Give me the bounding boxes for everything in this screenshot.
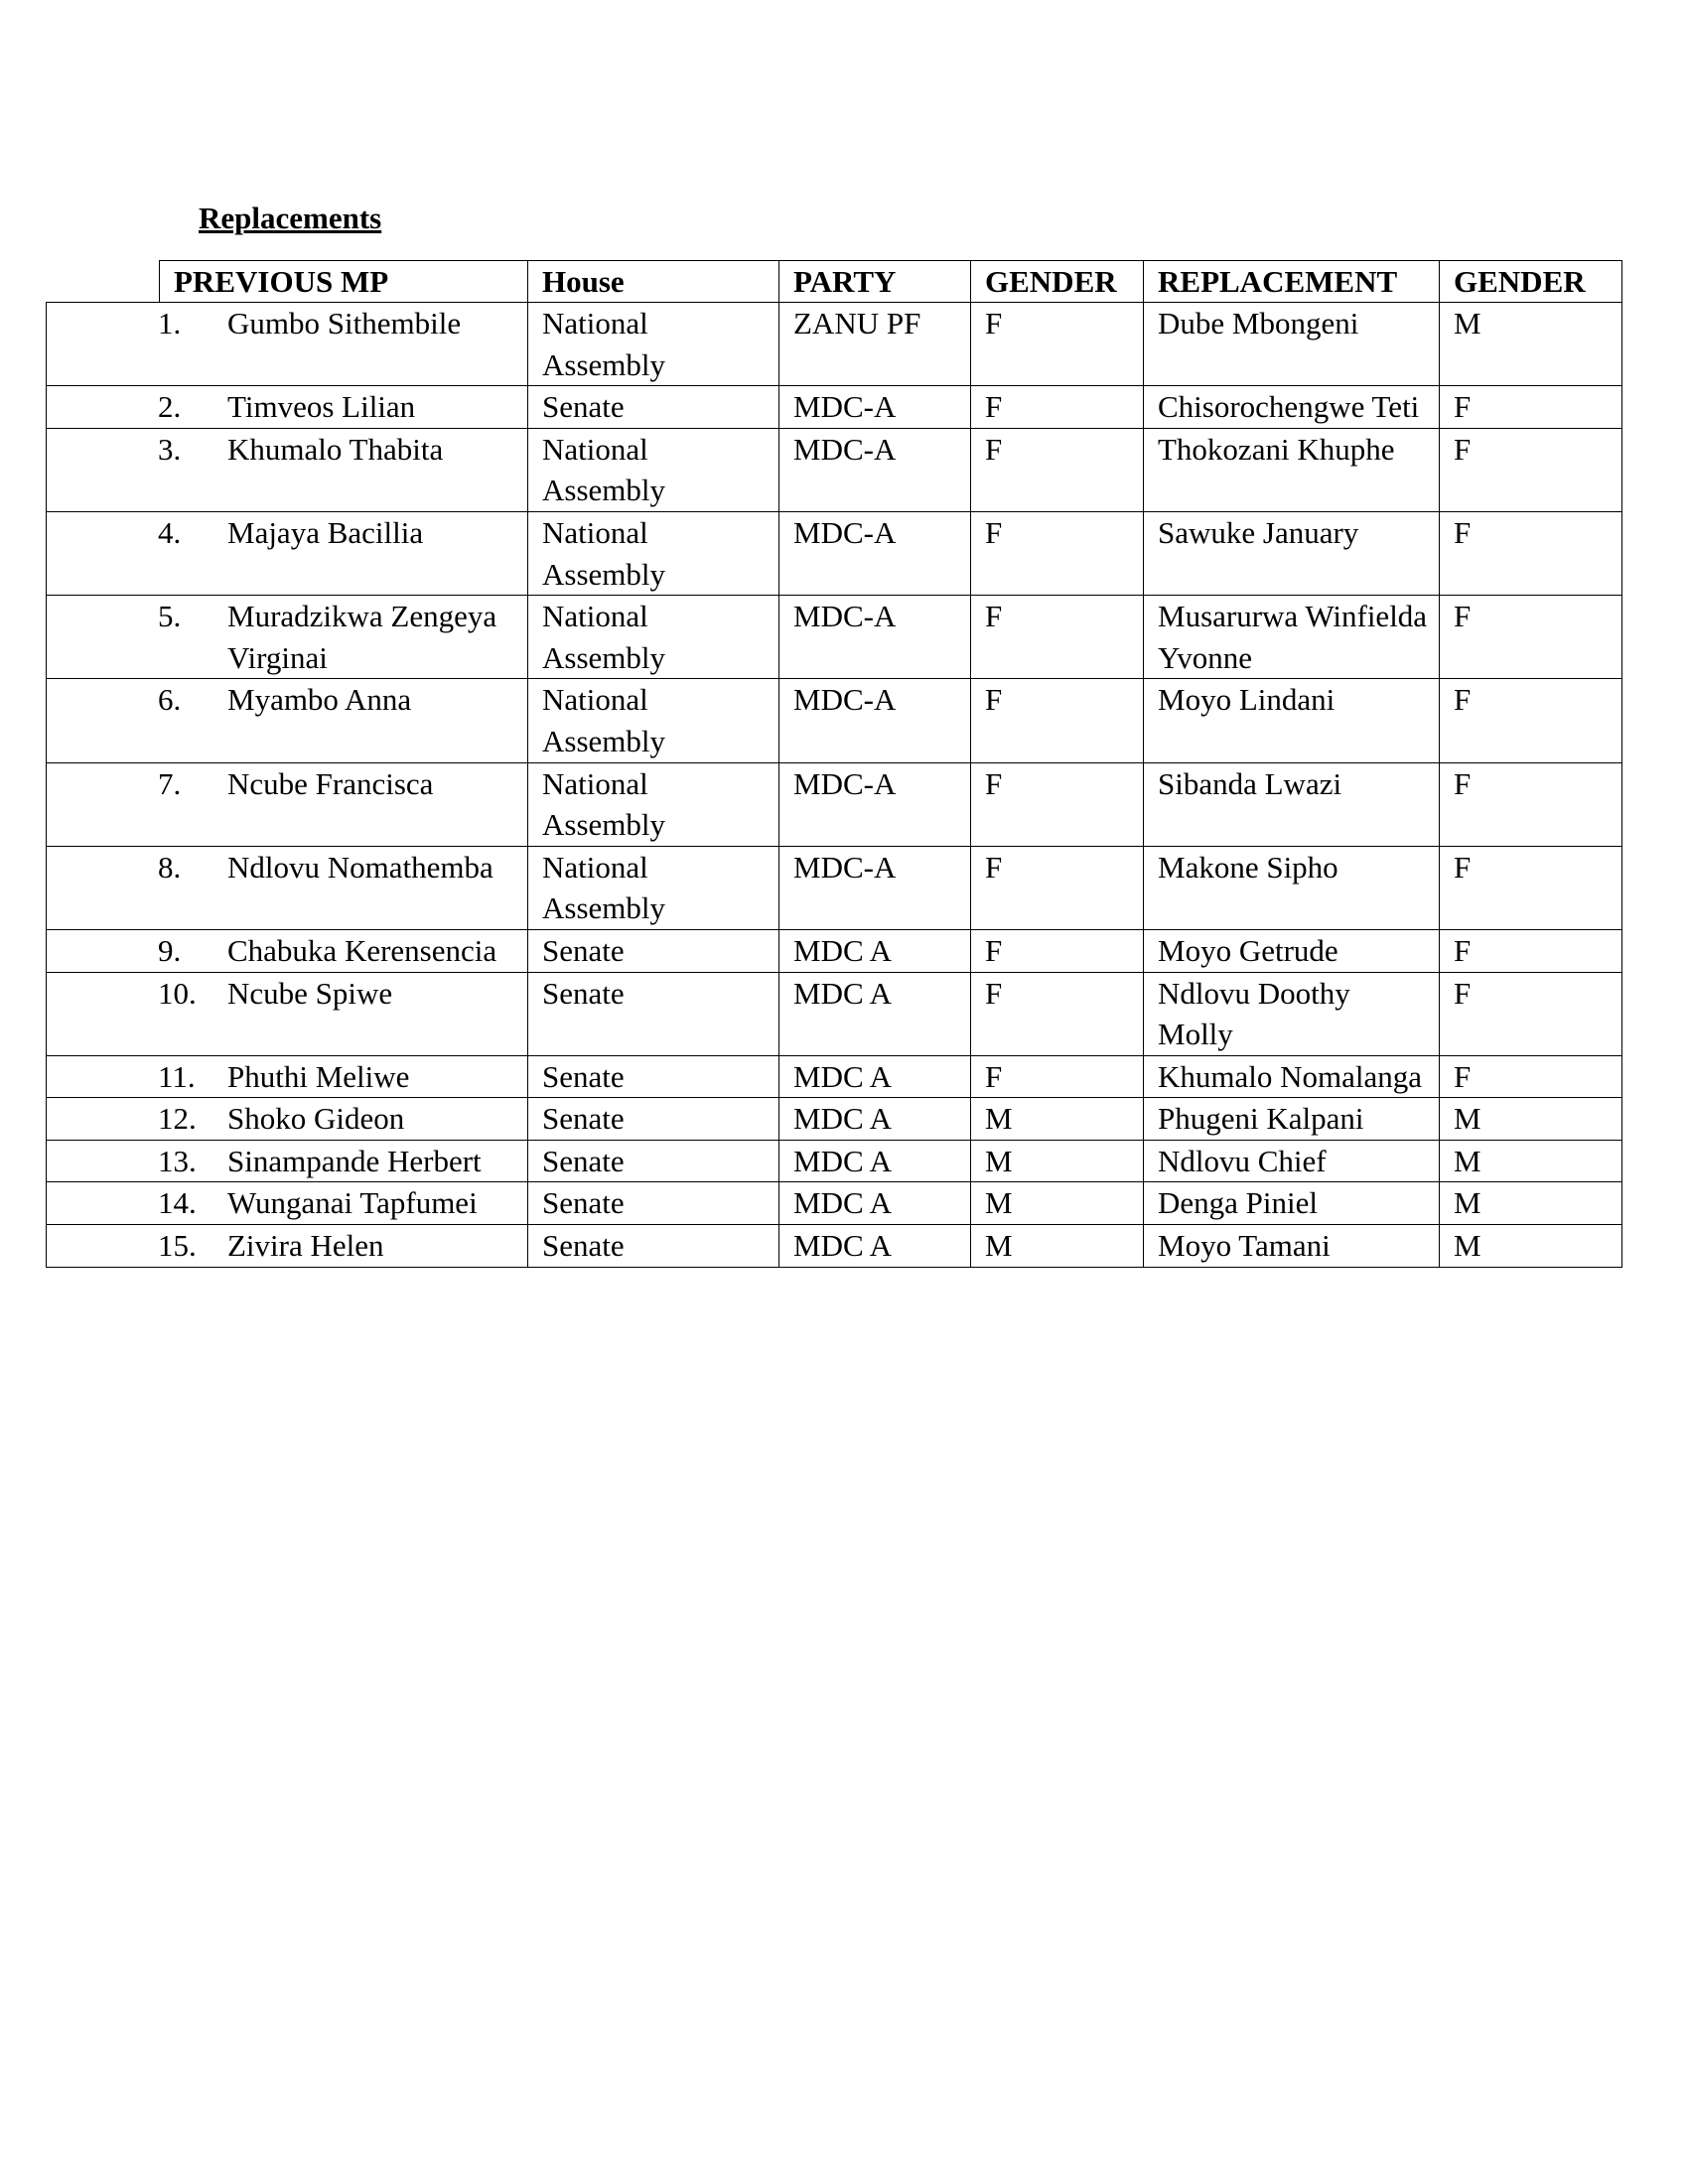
cell-replacement: Sawuke January [1144,511,1440,595]
table-row [47,1098,1622,1141]
table-row [47,1055,1622,1098]
cell-gender: F [971,596,1144,679]
previous-mp-name: Khumalo Thabita [227,431,444,467]
table-row [47,929,1622,972]
cell-replacement-gender: M [1440,1225,1622,1268]
cell-gender: M [971,1182,1144,1225]
col-header-replacement-gender: GENDER [1440,261,1622,302]
cell-house: Senate [528,972,779,1055]
cell-previous-mp [47,303,528,386]
cell-replacement: Moyo Lindani [1144,679,1440,762]
previous-mp-name: Shoko Gideon [227,1101,405,1137]
cell-previous-mp [47,1140,528,1182]
cell-replacement: Denga Piniel [1144,1182,1440,1225]
previous-mp-name: Phuthi Meliwe [227,1058,410,1094]
cell-previous-mp [47,972,528,1055]
row-number: 8. [158,849,182,885]
row-number: 5. [158,599,182,634]
cell-house: Senate [528,1225,779,1268]
cell-party: MDC-A [779,762,971,846]
cell-party: MDC A [779,1182,971,1225]
cell-replacement: Ndlovu Chief [1144,1140,1440,1182]
cell-party: MDC A [779,929,971,972]
previous-mp-name: Chabuka Kerensencia [227,932,497,968]
cell-party: MDC A [779,1098,971,1141]
cell-party: MDC A [779,972,971,1055]
cell-replacement-gender: F [1440,596,1622,679]
cell-replacement: Musarurwa Winfielda Yvonne [1144,596,1440,679]
table-row [47,762,1622,846]
col-header-party: PARTY [779,261,971,302]
table-row [47,679,1622,762]
cell-replacement-gender: F [1440,386,1622,429]
cell-party: MDC-A [779,386,971,429]
table-header [159,260,1622,302]
previous-mp-name: Ndlovu Nomathemba [227,849,493,885]
cell-house: National Assembly [528,428,779,511]
col-header-previous-mp: PREVIOUS MP [160,261,528,302]
previous-mp-name: Ncube Spiwe [227,975,393,1011]
row-number: 12. [158,1101,197,1137]
section-heading: Replacements [199,201,382,235]
col-header-replacement: REPLACEMENT [1144,261,1440,302]
cell-party: MDC-A [779,846,971,929]
cell-replacement: Phugeni Kalpani [1144,1098,1440,1141]
row-number: 1. [158,306,182,341]
cell-replacement: Moyo Getrude [1144,929,1440,972]
cell-previous-mp [47,846,528,929]
cell-previous-mp [47,428,528,511]
table-row [47,303,1622,386]
cell-party: MDC A [779,1225,971,1268]
cell-previous-mp [47,1098,528,1141]
cell-replacement-gender: F [1440,1055,1622,1098]
table-row [47,428,1622,511]
cell-replacement-gender: F [1440,511,1622,595]
table-row [47,511,1622,595]
cell-gender: F [971,1055,1144,1098]
cell-previous-mp [47,386,528,429]
previous-mp-name: Timveos Lilian [227,389,416,425]
cell-party: MDC A [779,1055,971,1098]
previous-mp-name: Ncube Francisca [227,765,434,801]
previous-mp-name: Myambo Anna [227,682,412,718]
cell-gender: M [971,1098,1144,1141]
previous-mp-name: Majaya Bacillia [227,514,424,550]
cell-party: ZANU PF [779,303,971,386]
cell-gender: F [971,303,1144,386]
cell-house: National Assembly [528,679,779,762]
table-row [47,596,1622,679]
table-row [47,972,1622,1055]
cell-gender: M [971,1140,1144,1182]
cell-party: MDC A [779,1140,971,1182]
row-number: 14. [158,1185,197,1221]
cell-replacement-gender: M [1440,1098,1622,1141]
cell-house: Senate [528,1140,779,1182]
previous-mp-name: Muradzikwa Zengeya Virginai [227,599,497,675]
cell-gender: F [971,929,1144,972]
cell-gender: F [971,386,1144,429]
cell-previous-mp [47,679,528,762]
row-number: 9. [158,932,182,968]
cell-replacement-gender: F [1440,762,1622,846]
cell-party: MDC-A [779,596,971,679]
cell-replacement: Khumalo Nomalanga [1144,1055,1440,1098]
table-row [47,1225,1622,1268]
previous-mp-name: Gumbo Sithembile [227,306,462,341]
row-number: 2. [158,389,182,425]
cell-gender: F [971,846,1144,929]
cell-replacement: Dube Mbongeni [1144,303,1440,386]
previous-mp-name: Zivira Helen [227,1228,384,1264]
table-row [47,1182,1622,1225]
cell-house: Senate [528,1098,779,1141]
cell-house: Senate [528,1055,779,1098]
cell-replacement-gender: F [1440,929,1622,972]
cell-previous-mp [47,1055,528,1098]
cell-gender: F [971,428,1144,511]
row-number: 13. [158,1143,197,1178]
cell-previous-mp [47,929,528,972]
cell-replacement: Sibanda Lwazi [1144,762,1440,846]
cell-house: Senate [528,1182,779,1225]
cell-house: National Assembly [528,303,779,386]
table-row [47,386,1622,429]
cell-replacement-gender: F [1440,846,1622,929]
cell-gender: M [971,1225,1144,1268]
row-number: 7. [158,765,182,801]
cell-replacement-gender: M [1440,1140,1622,1182]
row-number: 4. [158,514,182,550]
cell-replacement-gender: M [1440,1182,1622,1225]
cell-party: MDC-A [779,511,971,595]
cell-replacement-gender: F [1440,679,1622,762]
cell-house: Senate [528,386,779,429]
cell-previous-mp [47,1225,528,1268]
cell-party: MDC-A [779,428,971,511]
cell-replacement: Thokozani Khuphe [1144,428,1440,511]
previous-mp-name: Sinampande Herbert [227,1143,482,1178]
cell-previous-mp [47,511,528,595]
cell-gender: F [971,679,1144,762]
cell-replacement: Chisorochengwe Teti [1144,386,1440,429]
table-row [47,846,1622,929]
row-number: 15. [158,1228,197,1264]
cell-gender: F [971,511,1144,595]
cell-replacement-gender: F [1440,972,1622,1055]
cell-replacement-gender: F [1440,428,1622,511]
row-number: 11. [158,1058,196,1094]
previous-mp-name: Wunganai Tapfumei [227,1185,478,1221]
cell-replacement: Ndlovu Doothy Molly [1144,972,1440,1055]
cell-house: National Assembly [528,762,779,846]
col-header-house: House [528,261,779,302]
cell-previous-mp [47,596,528,679]
cell-party: MDC-A [779,679,971,762]
cell-previous-mp [47,1182,528,1225]
cell-house: Senate [528,929,779,972]
table-body [47,303,1622,1268]
cell-house: National Assembly [528,596,779,679]
cell-house: National Assembly [528,511,779,595]
row-number: 10. [158,975,197,1011]
cell-house: National Assembly [528,846,779,929]
row-number: 3. [158,431,182,467]
col-header-gender: GENDER [971,261,1144,302]
cell-replacement: Moyo Tamani [1144,1225,1440,1268]
cell-replacement-gender: M [1440,303,1622,386]
cell-gender: F [971,972,1144,1055]
table-row [47,1140,1622,1182]
cell-gender: F [971,762,1144,846]
row-number: 6. [158,682,182,718]
cell-replacement: Makone Sipho [1144,846,1440,929]
replacements-table [46,302,1622,1268]
cell-previous-mp [47,762,528,846]
